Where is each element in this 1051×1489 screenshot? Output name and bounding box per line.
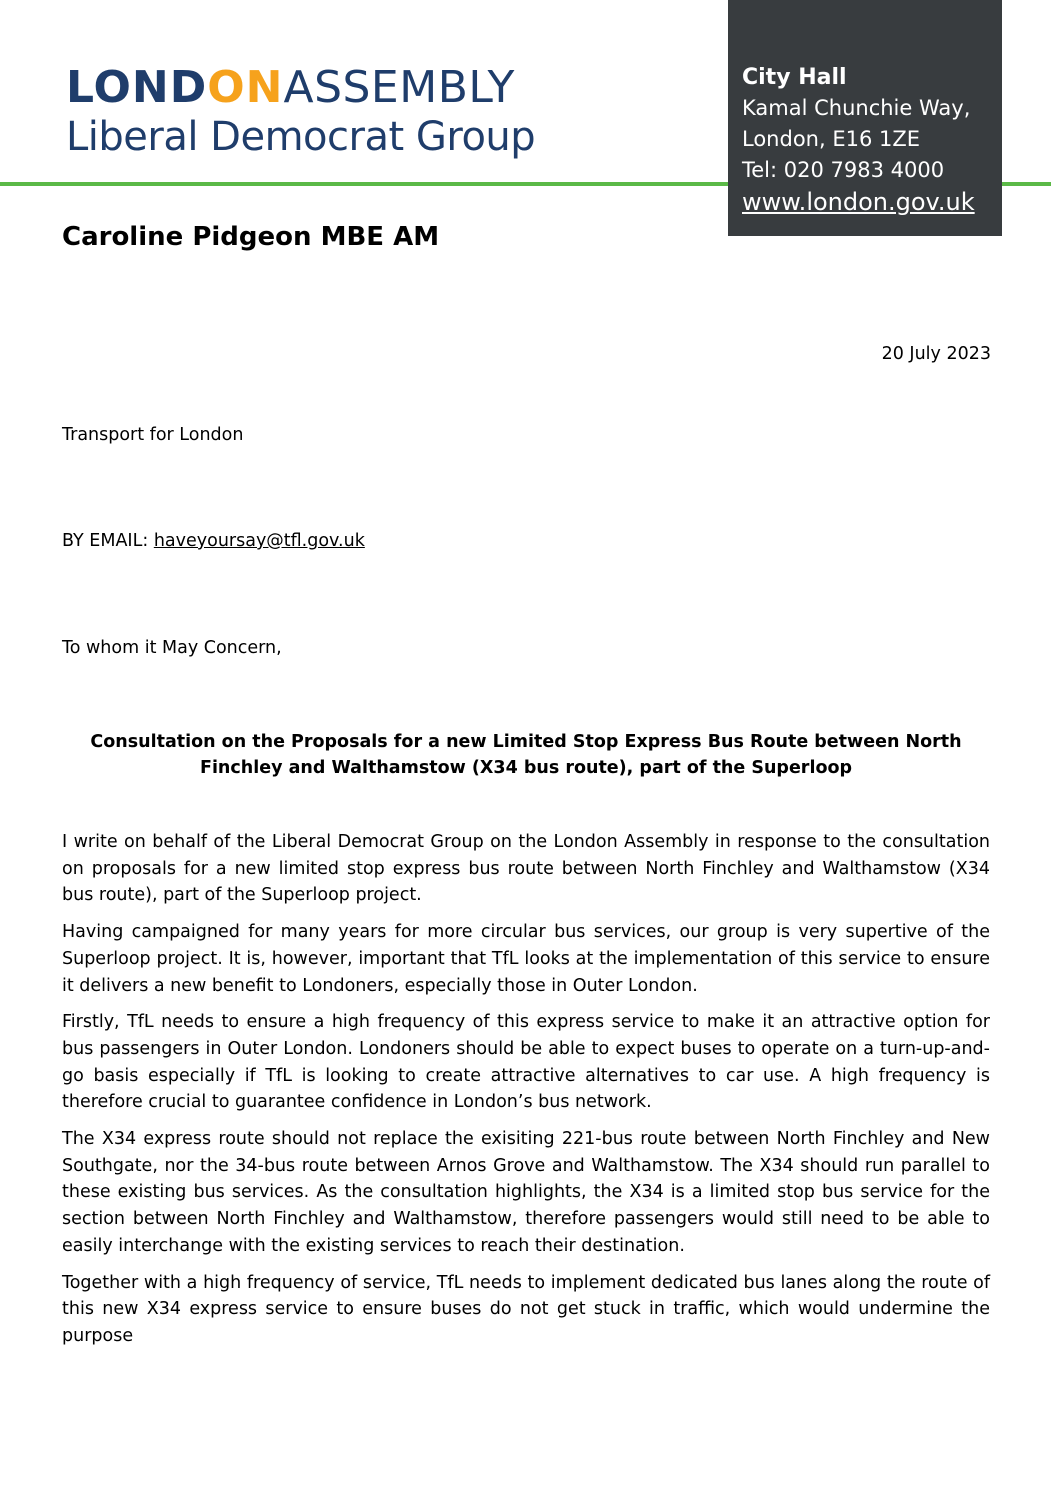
by-email-label: BY EMAIL: (62, 531, 154, 551)
letter-date: 20 July 2023 (881, 344, 991, 364)
paragraph: I write on behalf of the Liberal Democrat Group on the London Assembly in response to the consultation on proposals for a new limited stop express bus route between North Finchley and Walthamstow (X34 bus route), part of the Superloop project. (62, 832, 990, 906)
address-panel (728, 0, 1002, 236)
logo-part-on: ON (207, 62, 284, 113)
address-city: London, E16 1ZE (742, 127, 921, 151)
logo-group-name: Liberal Democrat Group (66, 114, 536, 160)
paragraph: Having campaigned for many years for more circular bus services, our group is very supertive of the Superloop project. It is, however, important that TfL looks at the implementation of this service to ensure it delivers a new benefit to Londoners, especially those in Outer London. (62, 922, 990, 996)
recipient: Transport for London (62, 425, 244, 445)
address-street: Kamal Chunchie Way, (742, 96, 971, 120)
london-assembly-logo (66, 62, 535, 160)
paragraph: Together with a high frequency of service, TfL needs to implement dedicated bus lanes along the route of this new X34 express service to ensure buses do not get stuck in traffic, which would undermine the purpose (62, 1272, 990, 1346)
address-phone: Tel: 020 7983 4000 (742, 158, 945, 182)
paragraph: The X34 express route should not replace the exisiting 221-bus route between North Finchley and New Southgate, nor the 34-bus route between Arnos Grove and Walthamstow. The X34 should run parallel to these existing bus services. As the consultation highlights, the X34 is a limited stop bus service for the section between North Finchley and Walthamstow, therefore passengers would still need to be able to easily interchange with the existing services to reach their destination. (62, 1129, 990, 1256)
salutation: To whom it May Concern, (62, 638, 282, 658)
author-name: Caroline Pidgeon MBE AM (62, 222, 440, 252)
email-link[interactable]: haveyoursay@tfl.gov.uk (153, 531, 365, 551)
paragraph: Firstly, TfL needs to ensure a high frequency of this express service to make it an attractive option for bus passengers in Outer London. Londoners should be able to expect buses to operate on a turn-up-and-go basis especially if TfL is looking to create attractive alternatives to car use. A high frequency is therefore crucial to guarantee confidence in London’s bus network. (62, 1012, 990, 1113)
logo-part-assembly: ASSEMBLY (283, 62, 515, 113)
logo-part-lond: LOND (66, 62, 208, 113)
address-building: City Hall (742, 65, 847, 90)
address-website-link[interactable]: www.london.gov.uk (742, 188, 975, 216)
logo-wordmark (66, 62, 535, 114)
letter-body (62, 829, 990, 1360)
by-email-line (62, 531, 365, 551)
subject-heading: Consultation on the Proposals for a new Limited Stop Express Bus Route between North Finchley and Walthamstow (X34 bus route), part of the Superloop (90, 732, 962, 778)
